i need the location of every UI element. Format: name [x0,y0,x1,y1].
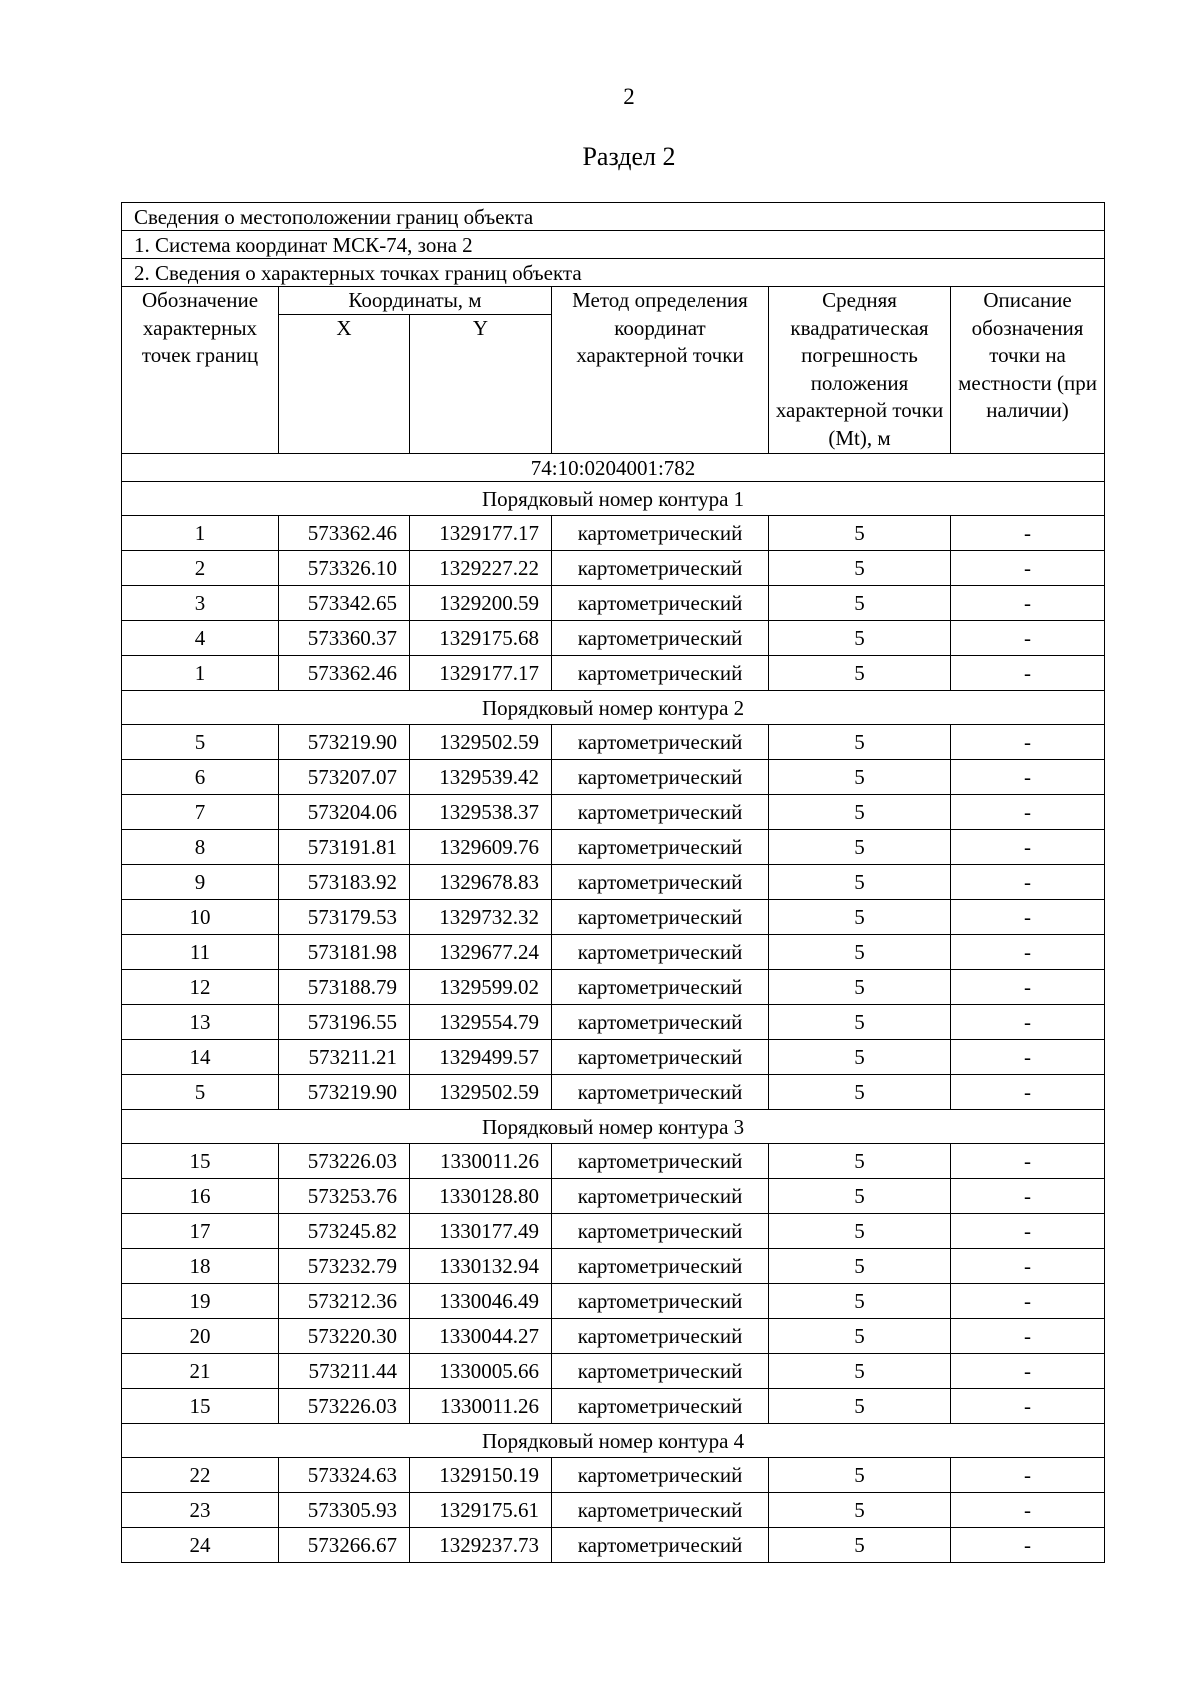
mean-error: 5 [769,935,951,970]
method: картометрический [552,1040,769,1075]
table-row [122,1284,1105,1319]
table-row [122,1493,1105,1528]
mean-error: 5 [769,1040,951,1075]
mean-error: 5 [769,1005,951,1040]
table-row [122,1528,1105,1563]
table-row [122,656,1105,691]
point-description: - [951,586,1105,621]
point-description: - [951,1075,1105,1110]
table-row [122,1249,1105,1284]
point-number: 18 [122,1249,279,1284]
coord-x: 573245.82 [279,1214,410,1249]
method: картометрический [552,1075,769,1110]
mean-error: 5 [769,1179,951,1214]
point-number: 3 [122,586,279,621]
method: картометрический [552,621,769,656]
table-row [122,1075,1105,1110]
coord-y: 1329150.19 [410,1458,552,1493]
contour-label: Порядковый номер контура 3 [122,1110,1105,1144]
mean-error: 5 [769,1389,951,1424]
mean-error: 5 [769,865,951,900]
point-number: 8 [122,830,279,865]
coord-x: 573181.98 [279,935,410,970]
point-number: 19 [122,1284,279,1319]
header-error: Средняя квадратическая погрешность положения характерной точки (Mt), м [769,287,951,454]
coord-y: 1330177.49 [410,1214,552,1249]
method: картометрический [552,725,769,760]
mean-error: 5 [769,586,951,621]
point-number: 1 [122,656,279,691]
table-row [122,1458,1105,1493]
point-number: 11 [122,935,279,970]
page-number: 2 [623,84,635,109]
point-number: 15 [122,1144,279,1179]
point-description: - [951,760,1105,795]
point-number: 12 [122,970,279,1005]
coord-x: 573342.65 [279,586,410,621]
mean-error: 5 [769,725,951,760]
coord-x: 573253.76 [279,1179,410,1214]
mean-error: 5 [769,760,951,795]
coord-x: 573219.90 [279,1075,410,1110]
method: картометрический [552,586,769,621]
table-row [122,551,1105,586]
method: картометрический [552,1144,769,1179]
point-description: - [951,516,1105,551]
point-description: - [951,865,1105,900]
method: картометрический [552,516,769,551]
point-number: 1 [122,516,279,551]
coord-x: 573196.55 [279,1005,410,1040]
coord-y: 1329609.76 [410,830,552,865]
contour-label: Порядковый номер контура 1 [122,482,1105,516]
method: картометрический [552,1389,769,1424]
mean-error: 5 [769,970,951,1005]
method: картометрический [552,1179,769,1214]
coord-x: 573183.92 [279,865,410,900]
coord-y: 1329732.32 [410,900,552,935]
point-description: - [951,621,1105,656]
point-description: - [951,551,1105,586]
method: картометрический [552,1005,769,1040]
coord-y: 1330011.26 [410,1389,552,1424]
method: картометрический [552,1458,769,1493]
table-row [122,935,1105,970]
coord-x: 573220.30 [279,1319,410,1354]
mean-error: 5 [769,656,951,691]
coord-x: 573226.03 [279,1389,410,1424]
mean-error: 5 [769,1528,951,1563]
table-row [122,1214,1105,1249]
table-row [122,900,1105,935]
table-row [122,760,1105,795]
coord-x: 573204.06 [279,795,410,830]
coord-y: 1330132.94 [410,1249,552,1284]
table-row [122,795,1105,830]
header-point-designation: Обозначение характерных точек границ [122,287,279,454]
coordinate-system: 1. Система координат МСК-74, зона 2 [122,231,1105,259]
boundary-points-table [121,202,1105,1563]
table-row [122,1040,1105,1075]
mean-error: 5 [769,1284,951,1319]
coord-y: 1330044.27 [410,1319,552,1354]
method: картометрический [552,830,769,865]
table-row [122,725,1105,760]
coord-x: 573211.44 [279,1354,410,1389]
coord-y: 1329554.79 [410,1005,552,1040]
header-coordinates: Координаты, м [279,287,552,315]
coord-y: 1329599.02 [410,970,552,1005]
table-row [122,1319,1105,1354]
method: картометрический [552,1354,769,1389]
coord-y: 1329678.83 [410,865,552,900]
coord-x: 573219.90 [279,725,410,760]
header-method: Метод определения координат характерной точки [552,287,769,454]
point-number: 5 [122,725,279,760]
coord-x: 573362.46 [279,516,410,551]
coord-x: 573226.03 [279,1144,410,1179]
point-number: 5 [122,1075,279,1110]
method: картометрический [552,1284,769,1319]
method: картометрический [552,760,769,795]
coord-y: 1329502.59 [410,725,552,760]
coord-y: 1330046.49 [410,1284,552,1319]
mean-error: 5 [769,830,951,865]
point-number: 6 [122,760,279,795]
point-description: - [951,1284,1105,1319]
mean-error: 5 [769,516,951,551]
method: картометрический [552,551,769,586]
point-description: - [951,1493,1105,1528]
coord-x: 573232.79 [279,1249,410,1284]
coord-x: 573179.53 [279,900,410,935]
method: картометрический [552,900,769,935]
point-description: - [951,935,1105,970]
coord-y: 1329177.17 [410,516,552,551]
coord-x: 573266.67 [279,1528,410,1563]
point-number: 17 [122,1214,279,1249]
point-description: - [951,830,1105,865]
point-number: 21 [122,1354,279,1389]
table-row [122,865,1105,900]
method: картометрический [552,970,769,1005]
contour-label: Порядковый номер контура 4 [122,1424,1105,1458]
method: картометрический [552,656,769,691]
point-description: - [951,1319,1105,1354]
point-number: 7 [122,795,279,830]
point-number: 2 [122,551,279,586]
coord-y: 1329677.24 [410,935,552,970]
point-number: 16 [122,1179,279,1214]
coord-y: 1330128.80 [410,1179,552,1214]
point-description: - [951,1528,1105,1563]
coord-x: 573211.21 [279,1040,410,1075]
point-description: - [951,1005,1105,1040]
coord-y: 1329237.73 [410,1528,552,1563]
mean-error: 5 [769,1493,951,1528]
point-description: - [951,1214,1105,1249]
point-description: - [951,795,1105,830]
table-row [122,1389,1105,1424]
mean-error: 5 [769,900,951,935]
coord-x: 573188.79 [279,970,410,1005]
point-number: 9 [122,865,279,900]
coord-x: 573324.63 [279,1458,410,1493]
mean-error: 5 [769,1319,951,1354]
point-description: - [951,725,1105,760]
point-description: - [951,1458,1105,1493]
coord-x: 573212.36 [279,1284,410,1319]
mean-error: 5 [769,621,951,656]
coord-y: 1329227.22 [410,551,552,586]
coord-y: 1329502.59 [410,1075,552,1110]
table-row [122,1005,1105,1040]
point-number: 24 [122,1528,279,1563]
mean-error: 5 [769,795,951,830]
coord-y: 1329177.17 [410,656,552,691]
table-row [122,1354,1105,1389]
header-description: Описание обозначения точки на местности (при наличии) [951,287,1105,454]
mean-error: 5 [769,1458,951,1493]
point-description: - [951,1354,1105,1389]
coord-y: 1329200.59 [410,586,552,621]
point-number: 22 [122,1458,279,1493]
table-row [122,621,1105,656]
method: картометрический [552,865,769,900]
point-number: 4 [122,621,279,656]
method: картометрический [552,1528,769,1563]
coord-y: 1329538.37 [410,795,552,830]
point-description: - [951,1389,1105,1424]
coord-x: 573326.10 [279,551,410,586]
point-description: - [951,1040,1105,1075]
coord-x: 573191.81 [279,830,410,865]
coord-y: 1330011.26 [410,1144,552,1179]
point-number: 23 [122,1493,279,1528]
point-number: 14 [122,1040,279,1075]
table-row [122,1144,1105,1179]
header-y: Y [410,315,552,454]
mean-error: 5 [769,1354,951,1389]
coord-y: 1330005.66 [410,1354,552,1389]
point-number: 20 [122,1319,279,1354]
method: картометрический [552,1214,769,1249]
coord-y: 1329175.61 [410,1493,552,1528]
point-description: - [951,656,1105,691]
table-row [122,586,1105,621]
method: картометрический [552,935,769,970]
point-description: - [951,1144,1105,1179]
coord-y: 1329175.68 [410,621,552,656]
table-row [122,1179,1105,1214]
table-row [122,516,1105,551]
point-number: 10 [122,900,279,935]
table-row [122,830,1105,865]
coord-y: 1329539.42 [410,760,552,795]
mean-error: 5 [769,1214,951,1249]
point-description: - [951,1179,1105,1214]
coord-y: 1329499.57 [410,1040,552,1075]
coord-x: 573362.46 [279,656,410,691]
coord-x: 573360.37 [279,621,410,656]
point-description: - [951,1249,1105,1284]
mean-error: 5 [769,1144,951,1179]
method: картометрический [552,795,769,830]
coord-x: 573207.07 [279,760,410,795]
method: картометрический [552,1493,769,1528]
section-title: Раздел 2 [582,142,676,171]
cadastral-number: 74:10:0204001:782 [122,454,1105,482]
point-description: - [951,900,1105,935]
mean-error: 5 [769,1249,951,1284]
mean-error: 5 [769,551,951,586]
header-x: X [279,315,410,454]
contour-label: Порядковый номер контура 2 [122,691,1105,725]
table-title: Сведения о местоположении границ объекта [122,203,1105,231]
point-description: - [951,970,1105,1005]
table-row [122,970,1105,1005]
points-info: 2. Сведения о характерных точках границ объекта [122,259,1105,287]
method: картометрический [552,1249,769,1284]
mean-error: 5 [769,1075,951,1110]
method: картометрический [552,1319,769,1354]
coord-x: 573305.93 [279,1493,410,1528]
point-number: 15 [122,1389,279,1424]
point-number: 13 [122,1005,279,1040]
